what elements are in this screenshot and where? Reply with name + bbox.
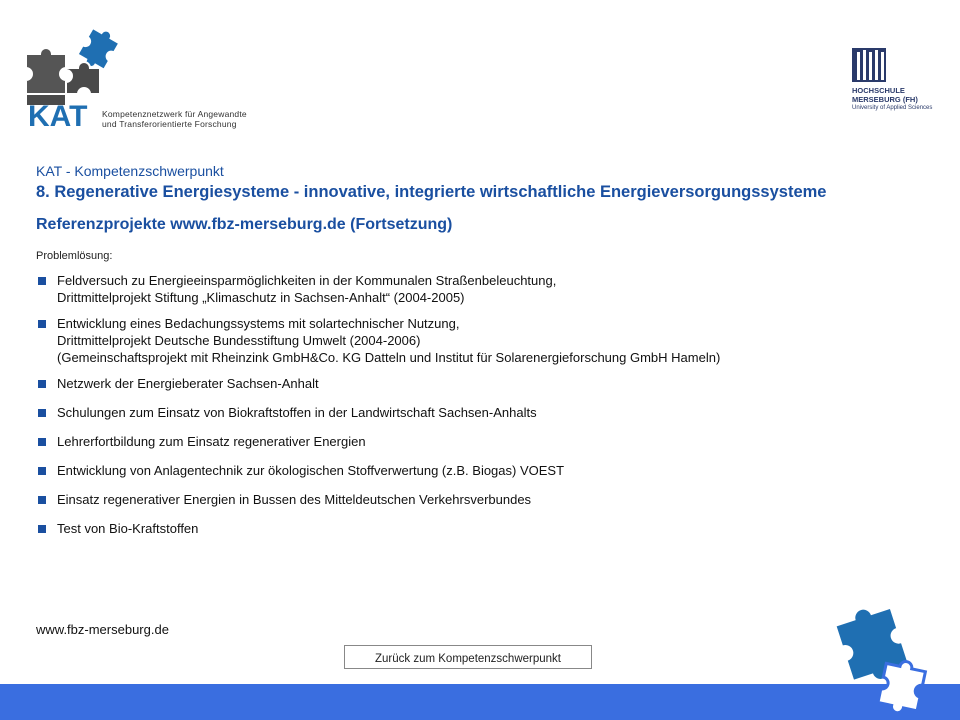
list-item (36, 433, 936, 450)
square-bullet-icon (38, 438, 46, 446)
website-link[interactable]: www.fbz-merseburg.de (36, 622, 169, 637)
project-list (36, 272, 936, 537)
list-item-line: Einsatz regenerativer Energien in Bussen des Mitteldeutschen Verkehrsverbundes (57, 492, 532, 507)
list-item (36, 315, 936, 366)
hs-line3: University of Applied Sciences (852, 105, 933, 111)
hochschule-logo-icon (852, 48, 886, 82)
list-item (36, 375, 936, 392)
list-item-line: Feldversuch zu Energieeinsparmöglichkeiten in der Kommunalen Straßenbeleuchtung, (57, 273, 557, 288)
hs-line2: MERSEBURG (FH) (852, 95, 918, 104)
list-item-line: Netzwerk der Energieberater Sachsen-Anhalt (57, 376, 319, 391)
kat-subtitle (102, 109, 247, 129)
back-to-focus-button[interactable]: Zurück zum Kompetenzschwerpunkt (344, 645, 592, 669)
page-subtitle: Referenzprojekte www.fbz-merseburg.de (Fortsetzung) (36, 216, 453, 233)
list-item (36, 520, 936, 537)
list-item (36, 491, 936, 508)
hs-line1: HOCHSCHULE (852, 86, 905, 95)
square-bullet-icon (38, 320, 46, 328)
list-item-line: Drittmittelprojekt Stiftung „Klimaschutz in Sachsen-Anhalt“ (2004-2005) (57, 290, 465, 305)
list-item (36, 272, 936, 306)
kat-subtitle-line1: Kompetenznetzwerk für Angewandte (102, 109, 247, 119)
square-bullet-icon (38, 380, 46, 388)
bottom-bar (0, 684, 960, 720)
list-item-line: Schulungen zum Einsatz von Biokraftstoffen in der Landwirtschaft Sachsen-Anhalts (57, 405, 537, 420)
hochschule-text (852, 86, 932, 113)
page-title: 8. Regenerative Energiesysteme - innovative, integrierte wirtschaftliche Energieversorgungssysteme (36, 183, 827, 201)
list-item (36, 462, 936, 479)
list-item-line: Entwicklung eines Bedachungssystems mit solartechnischer Nutzung, (57, 316, 460, 331)
square-bullet-icon (38, 496, 46, 504)
list-item (36, 404, 936, 421)
square-bullet-icon (38, 409, 46, 417)
list-item-line: Entwicklung von Anlagentechnik zur ökologischen Stoffverwertung (z.B. Biogas) VOEST (57, 463, 565, 478)
kat-logo-text: KAT (28, 100, 88, 133)
problem-label: Problemlösung: (36, 250, 113, 262)
square-bullet-icon (38, 525, 46, 533)
square-bullet-icon (38, 277, 46, 285)
list-item-line: Drittmittelprojekt Deutsche Bundesstiftung Umwelt (2004-2006) (57, 333, 421, 348)
square-bullet-icon (38, 467, 46, 475)
list-item-line: (Gemeinschaftsprojekt mit Rheinzink GmbH&Co. KG Datteln und Institut für Solarenergieforschung GmbH Hameln) (57, 350, 721, 365)
puzzle-gray-icon (26, 48, 66, 100)
kat-subtitle-line2: und Transferorientierte Forschung (102, 119, 237, 129)
list-item-line: Lehrerfortbildung zum Einsatz regenerativer Energien (57, 434, 366, 449)
kicker-text: KAT - Kompetenzschwerpunkt (36, 163, 224, 179)
puzzle-decoration-icon (822, 598, 960, 720)
list-item-line: Test von Bio-Kraftstoffen (57, 521, 199, 536)
